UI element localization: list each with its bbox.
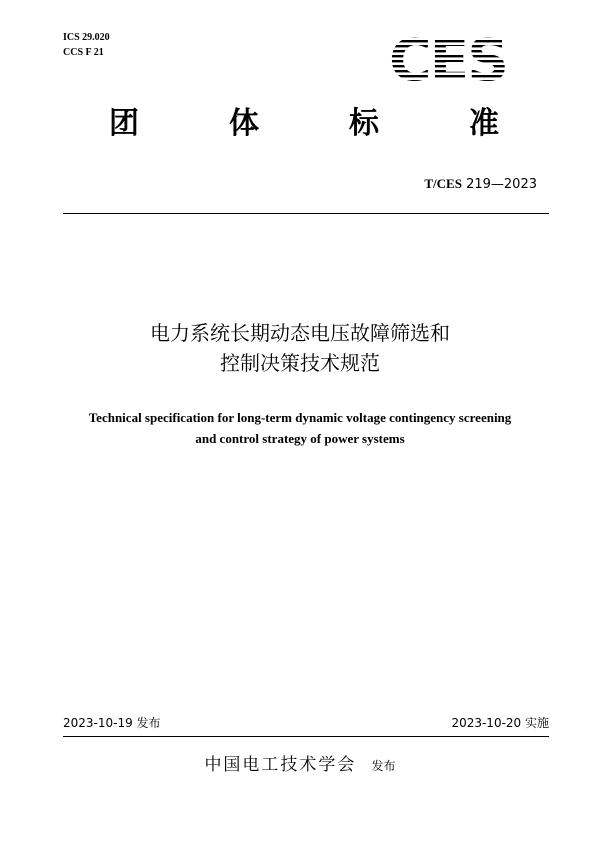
footer-divider	[63, 736, 549, 737]
publisher-action: 发布	[371, 759, 396, 773]
publisher	[0, 750, 600, 775]
title-english-line-1: Technical specification for long-term dynamic voltage contingency screening	[88, 410, 512, 425]
implement-date: 2023-10-20 实施	[451, 716, 549, 730]
standard-number-prefix: T/CES	[424, 176, 462, 191]
logo-text: CES	[389, 30, 507, 86]
standard-type-char: 体	[229, 106, 259, 141]
title-english-line-2: and control strategy of power systems	[195, 431, 405, 446]
ces-logo-icon	[378, 30, 518, 86]
classification-codes	[63, 30, 110, 60]
standard-type-char: 团	[109, 106, 139, 141]
publisher-name: 中国电工技术学会	[204, 755, 357, 775]
standard-type-char: 标	[349, 106, 379, 141]
standard-type-char: 准	[469, 106, 499, 141]
ics-code: ICS 29.020	[63, 32, 110, 43]
standard-number	[424, 176, 537, 193]
title-chinese-line-1: 电力系统长期动态电压故障筛选和	[150, 321, 450, 345]
title-english	[0, 407, 600, 449]
standard-type	[0, 104, 600, 144]
title-chinese-line-2: 控制决策技术规范	[220, 351, 380, 375]
title-chinese	[0, 318, 600, 378]
ccs-code: CCS F 21	[63, 47, 104, 58]
header-divider	[63, 213, 549, 214]
standard-number-value: 219—2023	[466, 177, 537, 192]
issue-date: 2023-10-19 发布	[63, 716, 161, 730]
